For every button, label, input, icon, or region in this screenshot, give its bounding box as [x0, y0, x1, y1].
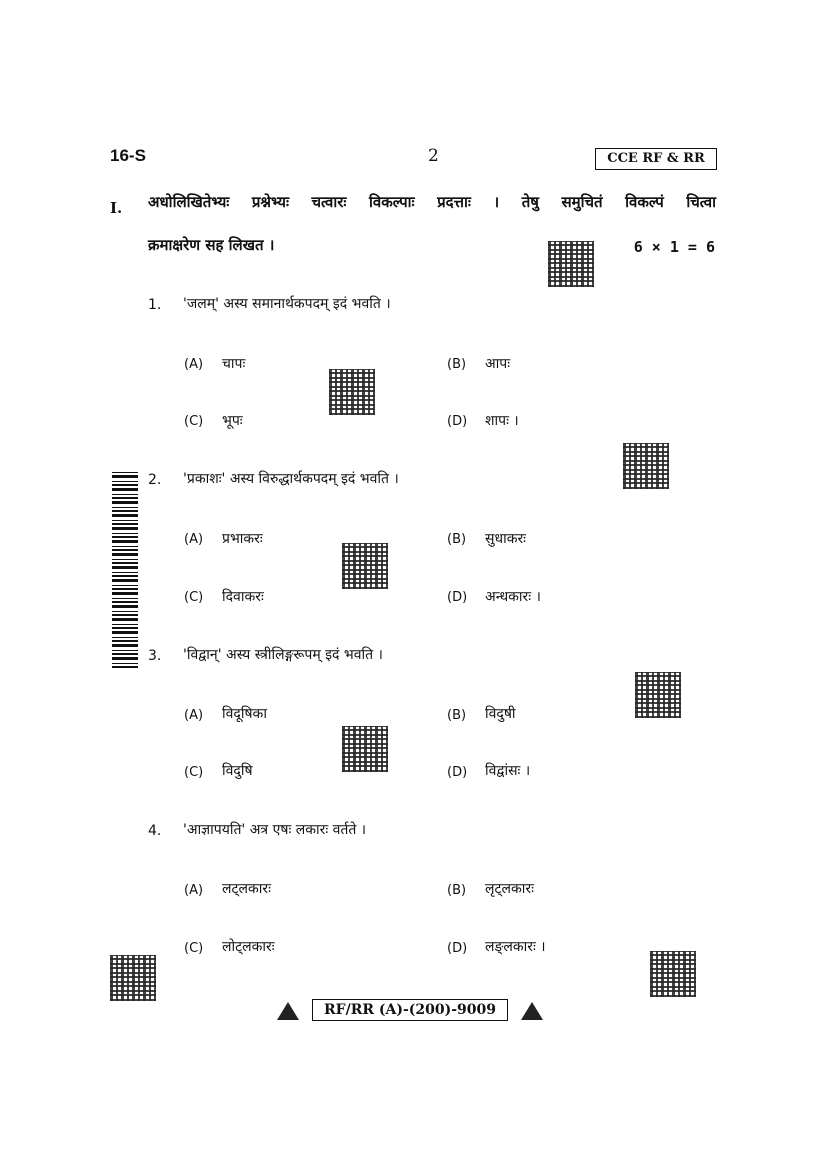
option-letter: (B) [447, 883, 467, 898]
option-letter: (C) [184, 414, 204, 429]
exam-type-box: CCE RF & RR [595, 148, 717, 170]
option-letter: (B) [447, 708, 467, 723]
triangle-marker-icon [521, 1002, 543, 1020]
qr-code-icon [548, 241, 594, 287]
question-text: 'विद्वान्' अस्य स्त्रीलिङ्गरूपम् इदं भवति । [183, 647, 383, 663]
option-text: लट्लकारः [222, 881, 271, 897]
option-text: लङ्लकारः । [485, 939, 546, 955]
section-instruction-line2: क्रमाक्षरेण सह लिखत । [148, 236, 275, 254]
section-marks: 6 × 1 = 6 [633, 238, 715, 256]
option-letter: (B) [447, 357, 467, 372]
option-letter: (B) [447, 532, 467, 547]
question-number: 1. [148, 297, 162, 313]
qr-code-icon [635, 672, 681, 718]
option-letter: (D) [447, 765, 468, 780]
option-letter: (C) [184, 941, 204, 956]
qr-code-icon [329, 369, 375, 415]
option-letter: (D) [447, 590, 468, 605]
question-text: 'जलम्' अस्य समानार्थकपदम् इदं भवति । [183, 296, 391, 312]
option-text: विदुषी [485, 706, 516, 722]
option-text: चापः [222, 356, 246, 372]
triangle-marker-icon [277, 1002, 299, 1020]
option-letter: (D) [447, 941, 468, 956]
option-letter: (A) [184, 708, 204, 723]
option-text: लोट्लकारः [222, 939, 275, 955]
question-number: 4. [148, 823, 162, 839]
option-text: विदुषि [222, 763, 253, 779]
footer-code-box: RF/RR (A)-(200)-9009 [312, 999, 508, 1021]
qr-code-icon [650, 951, 696, 997]
question-text: 'आज्ञापयति' अत्र एषः लकारः वर्तते । [183, 822, 367, 838]
option-text: शापः । [485, 413, 519, 429]
option-text: सुधाकरः [485, 531, 527, 547]
qr-code-icon [342, 726, 388, 772]
option-text: प्रभाकरः [222, 531, 263, 547]
option-letter: (D) [447, 414, 468, 429]
option-letter: (C) [184, 590, 204, 605]
option-letter: (A) [184, 357, 204, 372]
option-letter: (A) [184, 532, 204, 547]
question-number: 2. [148, 472, 162, 488]
qr-code-icon [110, 955, 156, 1001]
section-number: I. [110, 199, 123, 217]
section-instruction-line1: अधोलिखितेभ्यः प्रश्नेभ्यः चत्वारः विकल्पाः प्रदत्ताः । तेषु समुचितं विकल्पं चित्वा [148, 193, 716, 211]
qr-code-icon [342, 543, 388, 589]
option-text: अन्धकारः । [485, 589, 541, 605]
qr-code-icon [623, 443, 669, 489]
option-text: विदूषिका [222, 706, 267, 722]
page-number: 2 [428, 146, 439, 166]
question-text: 'प्रकाशः' अस्य विरुद्धार्थकपदम् इदं भवति । [183, 471, 399, 487]
option-text: विद्वांसः । [485, 763, 531, 779]
barcode-icon [112, 472, 138, 668]
option-text: लृट्लकारः [485, 881, 534, 897]
option-letter: (A) [184, 883, 204, 898]
option-text: भूपः [222, 413, 243, 429]
question-number: 3. [148, 648, 162, 664]
option-text: आपः [485, 356, 511, 372]
option-letter: (C) [184, 765, 204, 780]
option-text: दिवाकरः [222, 589, 264, 605]
paper-code: 16-S [110, 146, 146, 165]
